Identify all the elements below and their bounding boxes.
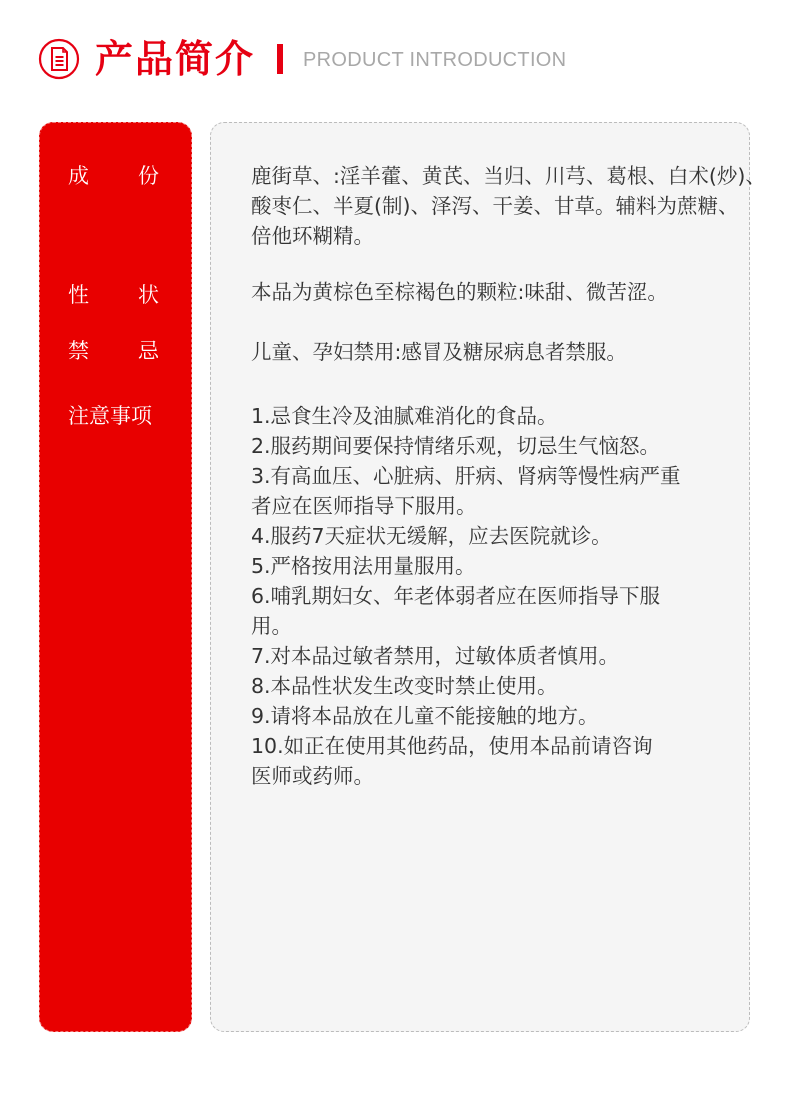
label-precautions: 注意事项 <box>68 404 152 428</box>
character-text: 本品为黄棕色至棕褐色的颗粒:味甜、微苦涩。 <box>251 280 668 304</box>
precaution-line: 医师或药师。 <box>251 764 374 788</box>
page-header <box>0 0 790 120</box>
precaution-line: 用。 <box>251 614 292 638</box>
label-contraindications: 禁 忌 <box>68 339 159 363</box>
precaution-line: 1.忌食生冷及油腻难消化的食品。 <box>251 404 558 428</box>
precaution-line: 10.如正在使用其他药品，使用本品前请咨询 <box>251 734 653 758</box>
document-icon <box>38 38 80 80</box>
precaution-line: 7.对本品过敏者禁用，过敏体质者慎用。 <box>251 644 620 668</box>
title-divider <box>277 44 283 74</box>
precaution-line: 5.严格按用法用量服用。 <box>251 554 476 578</box>
precaution-line: 9.请将本品放在儿童不能接触的地方。 <box>251 704 599 728</box>
content-panel <box>210 122 766 1032</box>
label-ingredients: 成 份 <box>68 164 159 188</box>
precaution-line: 者应在医师指导下服用。 <box>251 494 477 518</box>
precaution-line: 3.有高血压、心脏病、肝病、肾病等慢性病严重 <box>251 464 681 488</box>
precaution-line: 6.哺乳期妇女、年老体弱者应在医师指导下服 <box>251 584 661 608</box>
precaution-line: 2.服药期间要保持情绪乐观，切忌生气恼怒。 <box>251 434 661 458</box>
label-panel <box>39 122 192 1032</box>
precautions-text <box>251 401 751 791</box>
precaution-line: 8.本品性状发生改变时禁止使用。 <box>251 674 558 698</box>
ingredients-text: 鹿街草、:淫羊藿、黄芪、当归、川芎、葛根、白术(炒)、 酸枣仁、半夏(制)、泽泻、干姜、甘草。辅料为蔗糖、 倍他环糊精。 <box>251 164 766 248</box>
page-subtitle: PRODUCT INTRODUCTION <box>303 49 567 71</box>
contraindications-text: 儿童、孕妇禁用:感冒及糖尿病息者禁服。 <box>251 340 627 364</box>
precaution-line: 4.服药7天症状无缓解，应去医院就诊。 <box>251 524 612 548</box>
page-title: 产品简介 <box>95 37 256 81</box>
label-character: 性 状 <box>68 283 159 307</box>
